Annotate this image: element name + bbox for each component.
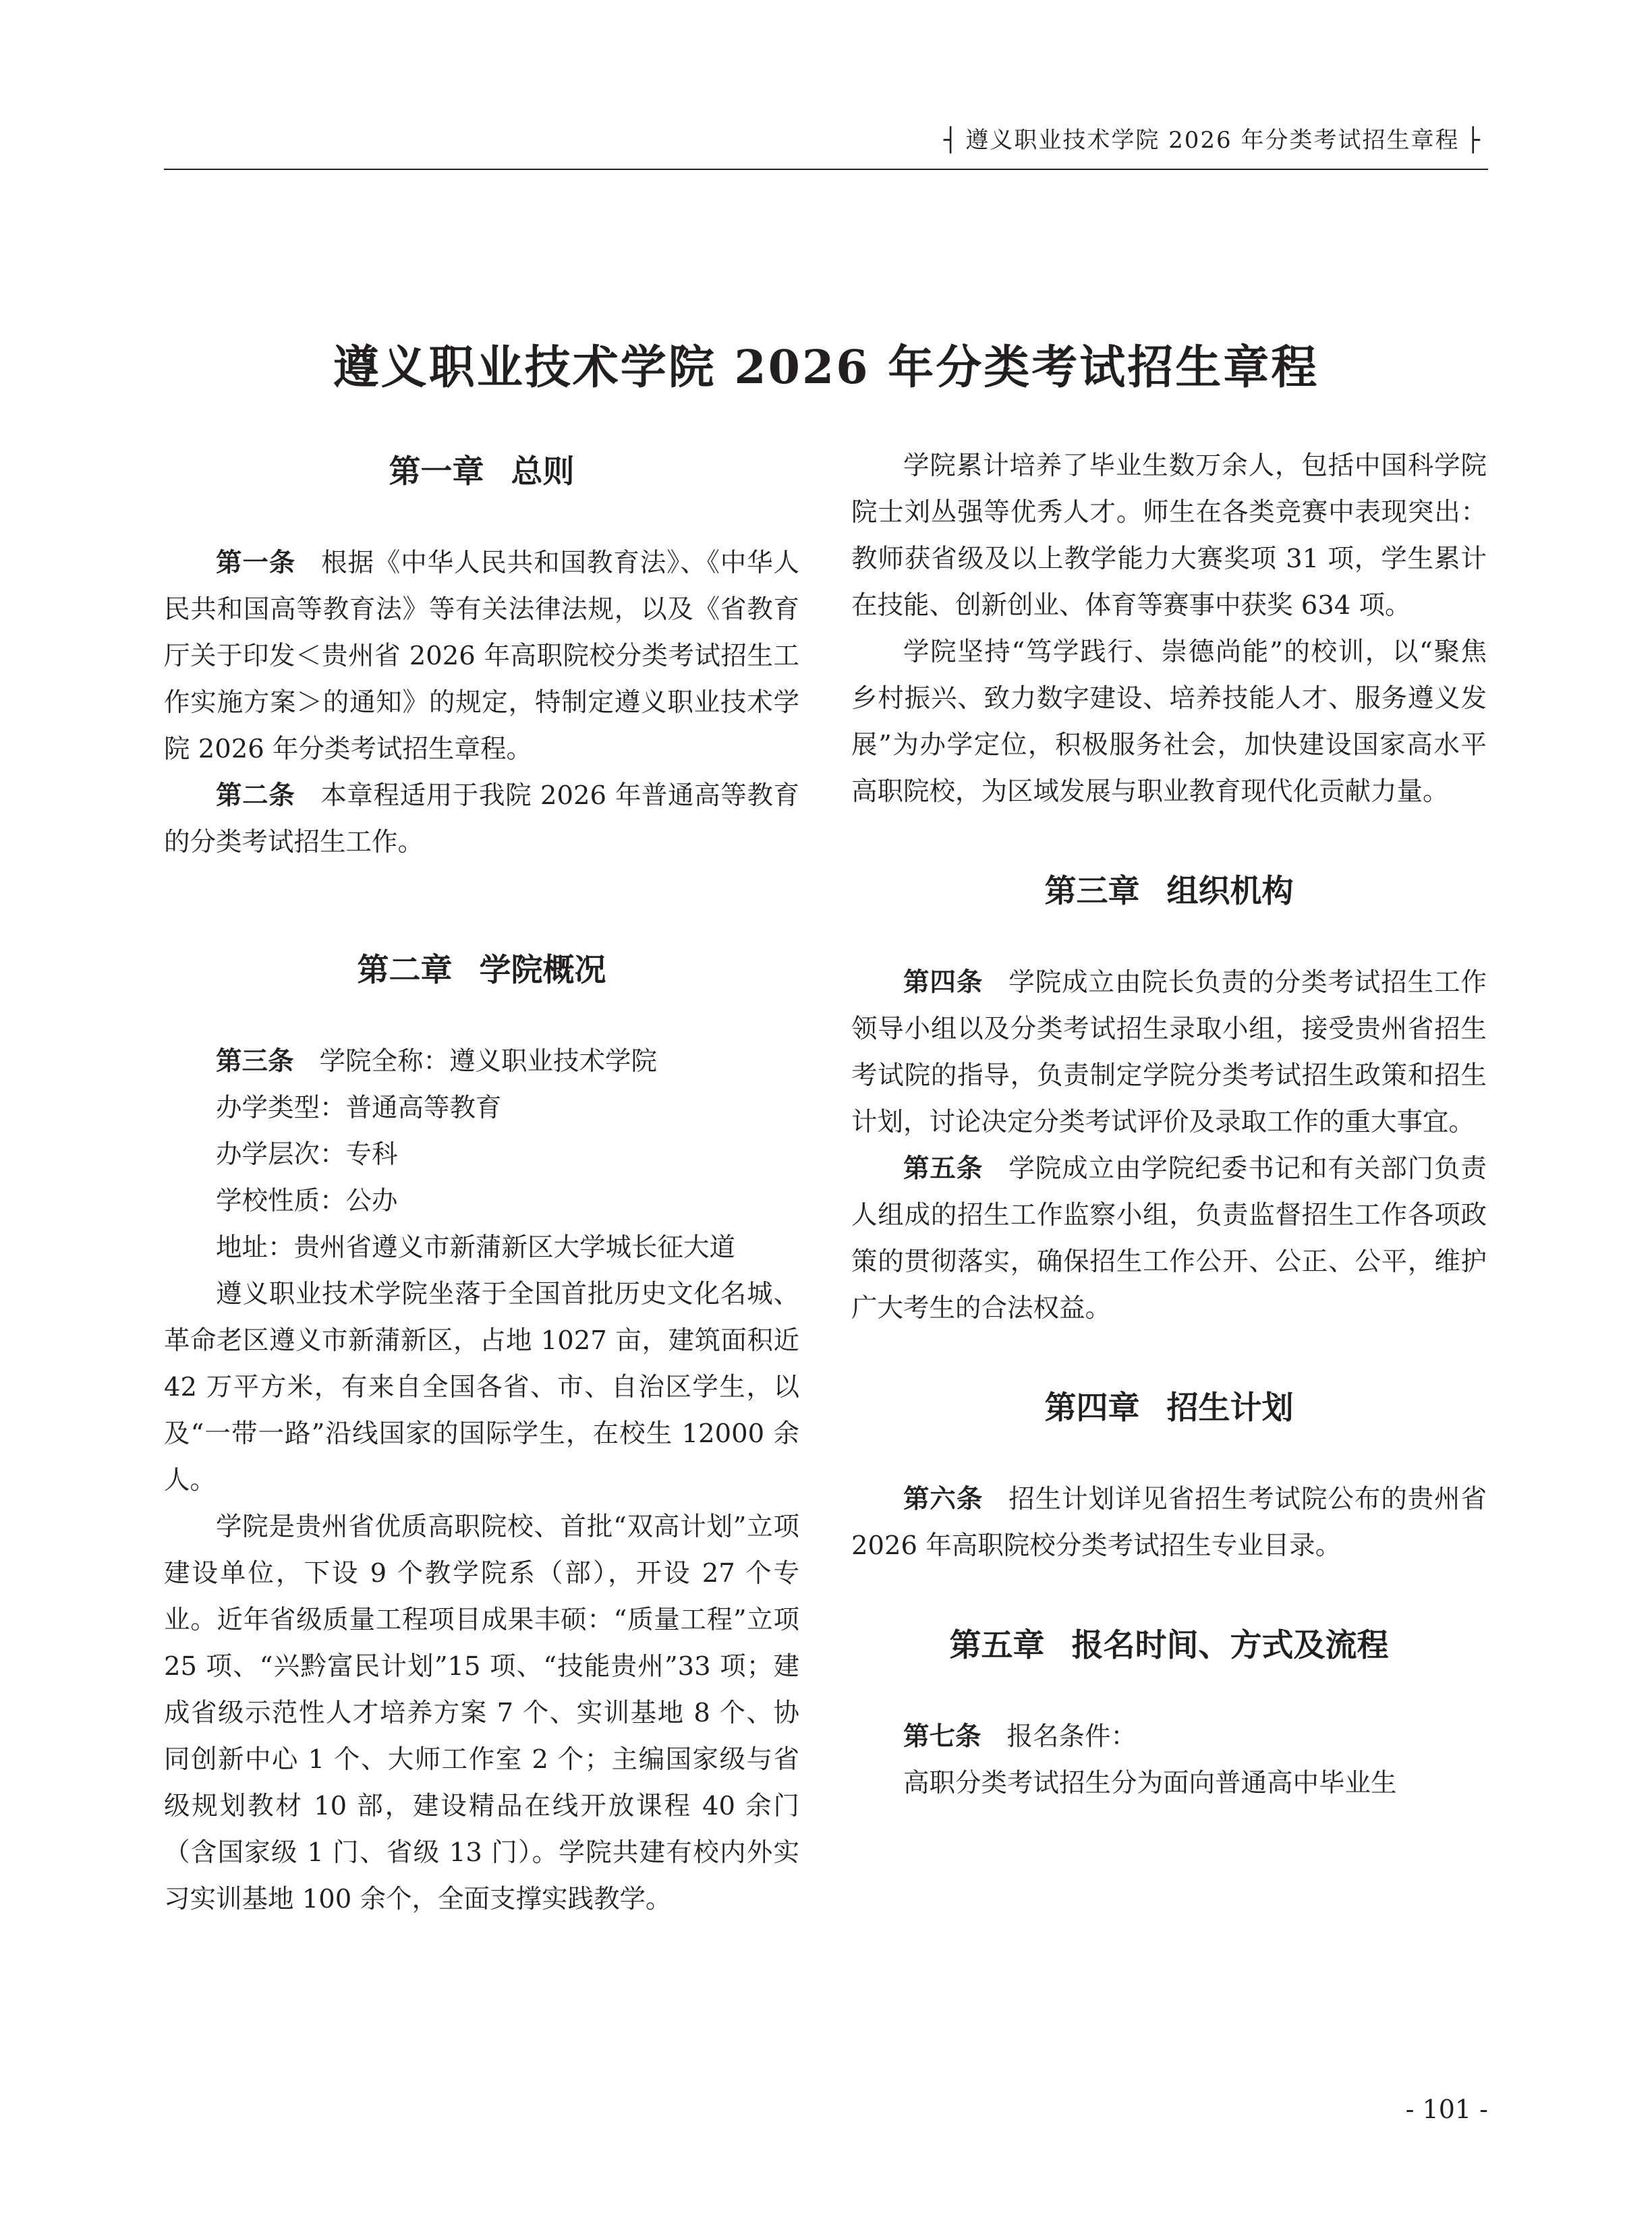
- article-text: 根据《中华人民共和国教育法》、《中华人民共和国高等教育法》等有关法律法规，以及《省教育厅关于印发＜贵州省 2026 年高职院校分类考试招生工作实施方案＞的通知》的规定，特制定遵义职业技术学院 2026 年分类考试招生章程。: [164, 548, 799, 764]
- article-3: [164, 1038, 799, 1085]
- school-level: 办学层次：专科: [216, 1139, 398, 1170]
- article-5: [851, 1145, 1487, 1332]
- document-title: 遵义职业技术学院 2026 年分类考试招生章程: [333, 340, 1319, 395]
- article-7-continuation: 高职分类考试招生分为面向普通高中毕业生: [903, 1768, 1397, 1798]
- chapter-5-heading: [851, 1605, 1487, 1686]
- header-mark-right: ├: [1466, 127, 1481, 154]
- running-header: [937, 121, 1488, 154]
- article-text: 报名条件：: [1006, 1721, 1137, 1752]
- chapter-name: 总则: [511, 453, 575, 490]
- article-1: [164, 540, 799, 772]
- article-label: 第一条: [216, 548, 296, 578]
- header-rule: [164, 169, 1488, 170]
- running-title: 遵义职业技术学院 2026 年分类考试招生章程: [965, 127, 1460, 154]
- article-2: [164, 772, 799, 865]
- chapter-4-heading: [851, 1368, 1487, 1449]
- chapter-number: 第一章: [389, 453, 484, 490]
- article-label: 第三条: [216, 1046, 294, 1077]
- article-text: 学院全称：遵义职业技术学院: [319, 1046, 658, 1077]
- chapter-number: 第五章: [949, 1627, 1045, 1664]
- right-column: [851, 432, 1487, 1806]
- article-label: 第六条: [903, 1484, 984, 1514]
- left-column: [164, 432, 799, 1922]
- chapter-2-heading: [164, 930, 799, 1011]
- article-label: 第七条: [903, 1721, 981, 1752]
- chapter-name: 报名时间、方式及流程: [1071, 1627, 1389, 1664]
- article-label: 第四条: [903, 967, 984, 998]
- chapter-3-heading: [851, 851, 1487, 932]
- chapter-name: 学院概况: [479, 952, 606, 989]
- school-address: 地址：贵州省遵义市新蒲新区大学城长征大道: [216, 1232, 736, 1263]
- article-6: [851, 1476, 1487, 1569]
- article-text: 本章程适用于我院 2026 年普通高等教育的分类考试招生工作。: [164, 780, 799, 857]
- article-label: 第五条: [903, 1153, 984, 1184]
- chapter-number: 第二章: [357, 952, 453, 989]
- article-label: 第二条: [216, 780, 295, 811]
- article-4: [851, 959, 1487, 1145]
- intro-paragraph-1: 遵义职业技术学院坐落于全国首批历史文化名城、革命老区遵义市新蒲新区，占地 1027 亩，建筑面积近 42 万平方米，有来自全国各省、市、自治区学生，以及“一带一路”沿线国家的国际学生，在校生 12000 余人。: [164, 1279, 799, 1495]
- chapter-name: 招生计划: [1166, 1390, 1294, 1427]
- chapter-1-heading: [164, 432, 799, 513]
- article-7: [851, 1713, 1487, 1760]
- school-nature: 学校性质：公办: [216, 1186, 398, 1216]
- chapter-number: 第三章: [1044, 873, 1140, 910]
- intro-paragraph-4: 学院坚持“笃学践行、崇德尚能”的校训，以“聚焦乡村振兴、致力数字建设、培养技能人才、服务遵义发展”为办学定位，积极服务社会，加快建设国家高水平高职院校，为区域发展与职业教育现代化贡献力量。: [851, 637, 1487, 807]
- header-mark-left: ┤: [943, 127, 959, 154]
- school-type: 办学类型：普通高等教育: [216, 1093, 502, 1123]
- chapter-number: 第四章: [1044, 1390, 1140, 1427]
- article-text: 学院成立由院长负责的分类考试招生工作领导小组以及分类考试招生录取小组，接受贵州省招生考试院的指导，负责制定学院分类考试招生政策和招生计划，讨论决定分类考试评价及录取工作的重大事宜。: [851, 967, 1487, 1137]
- article-text: 招生计划详见省招生考试院公布的贵州省 2026 年高职院校分类考试招生专业目录。: [851, 1484, 1487, 1561]
- chapter-name: 组织机构: [1166, 873, 1294, 910]
- intro-paragraph-3: 学院累计培养了毕业生数万余人，包括中国科学院院士刘丛强等优秀人才。师生在各类竞赛中表现突出：教师获省级及以上教学能力大赛奖项 31 项，学生累计在技能、创新创业、体育等赛事中获奖 634 项。: [851, 451, 1487, 621]
- intro-paragraph-2: 学院是贵州省优质高职院校、首批“双高计划”立项建设单位，下设 9 个教学院系（部），开设 27 个专业。近年省级质量工程项目成果丰硕：“质量工程”立项 25 项、“兴黔富民计划”15 项、“技能贵州”33 项；建成省级示范性人才培养方案 7 个、实训基地 8 个、协同创新中心 1 个、大师工作室 2 个；主编国家级与省级规划教材 10 部，建设精品在线开放课程 40 余门（含国家级 1 门、省级 13 门）。学院共建有校内外实习实训基地 100 余个，全面支撑实践教学。: [164, 1512, 799, 1914]
- article-text: 学院成立由学院纪委书记和有关部门负责人组成的招生工作监察小组，负责监督招生工作各项政策的贯彻落实，确保招生工作公开、公正、公平，维护广大考生的合法权益。: [851, 1153, 1487, 1323]
- page-number: - 101 -: [1405, 2094, 1488, 2124]
